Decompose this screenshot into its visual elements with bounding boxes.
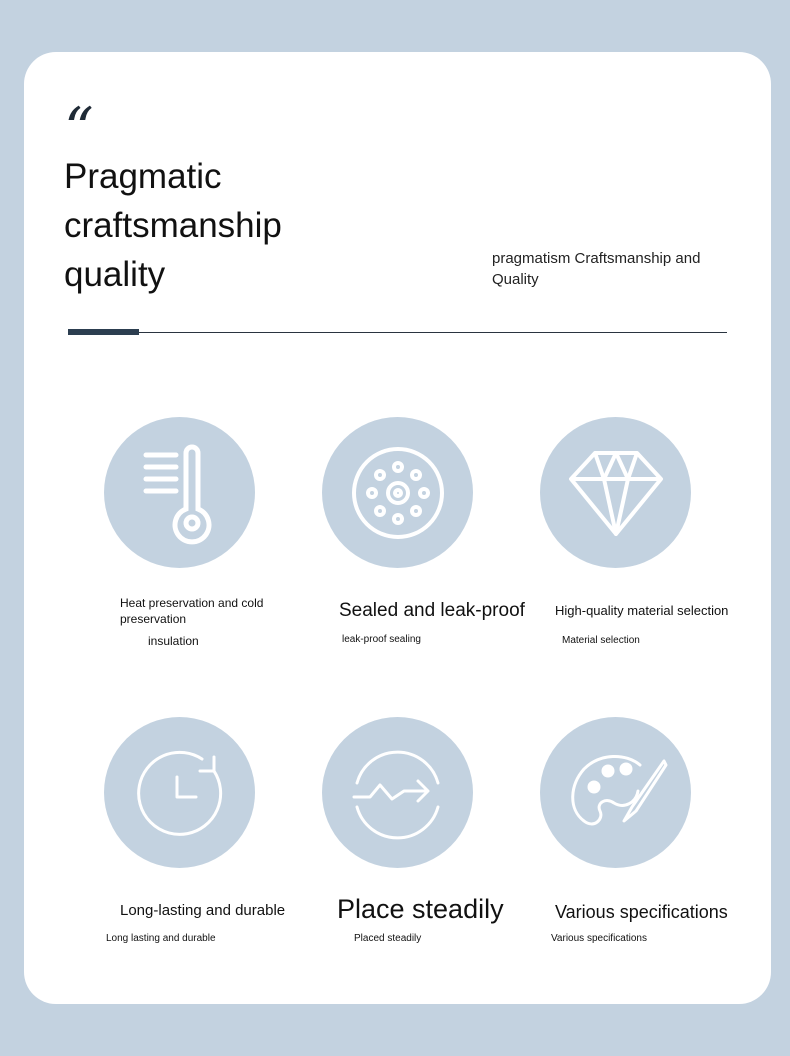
feature-subtitle-3: Material selection [562,635,640,646]
feature-title-6: Various specifications [555,902,728,922]
divider-accent [68,329,139,335]
feature-icon-circle-4 [104,717,255,868]
feature-title-1: Heat preservation and cold preservation [120,596,264,626]
stable-wave-icon [322,717,473,868]
feature-icon-circle-3 [540,417,691,568]
quote-mark-icon: “ [64,95,88,163]
feature-title-2: Sealed and leak-proof [339,600,525,621]
page-title [64,152,364,299]
title-line-3: quality [64,255,166,294]
feature-subtitle-5: Placed steadily [354,933,422,944]
diamond-icon [540,417,691,568]
feature-subtitle-6: Various specifications [551,933,647,944]
feature-subtitle-1: insulation [148,634,199,648]
divider-line [68,332,727,333]
clock-refresh-icon [104,717,255,868]
content-card [24,52,771,1004]
title-line-1: Pragmatic [64,157,222,196]
feature-title-3: High-quality material selection [555,603,729,618]
feature-icon-circle-2 [322,417,473,568]
feature-icon-circle-5 [322,717,473,868]
title-line-2: craftsmanship [64,206,282,245]
feature-subtitle-4: Long lasting and durable [106,933,216,944]
palette-brush-icon [540,717,691,868]
feature-title-4: Long-lasting and durable [120,902,286,919]
feature-title-5: Place steadily [337,894,504,924]
feature-icon-circle-6 [540,717,691,868]
thermometer-icon [104,417,255,568]
page-subtitle: pragmatism Craftsmanship and Quality [492,250,701,288]
seal-ring-icon [322,417,473,568]
feature-subtitle-2: leak-proof sealing [342,634,421,645]
feature-icon-circle-1 [104,417,255,568]
